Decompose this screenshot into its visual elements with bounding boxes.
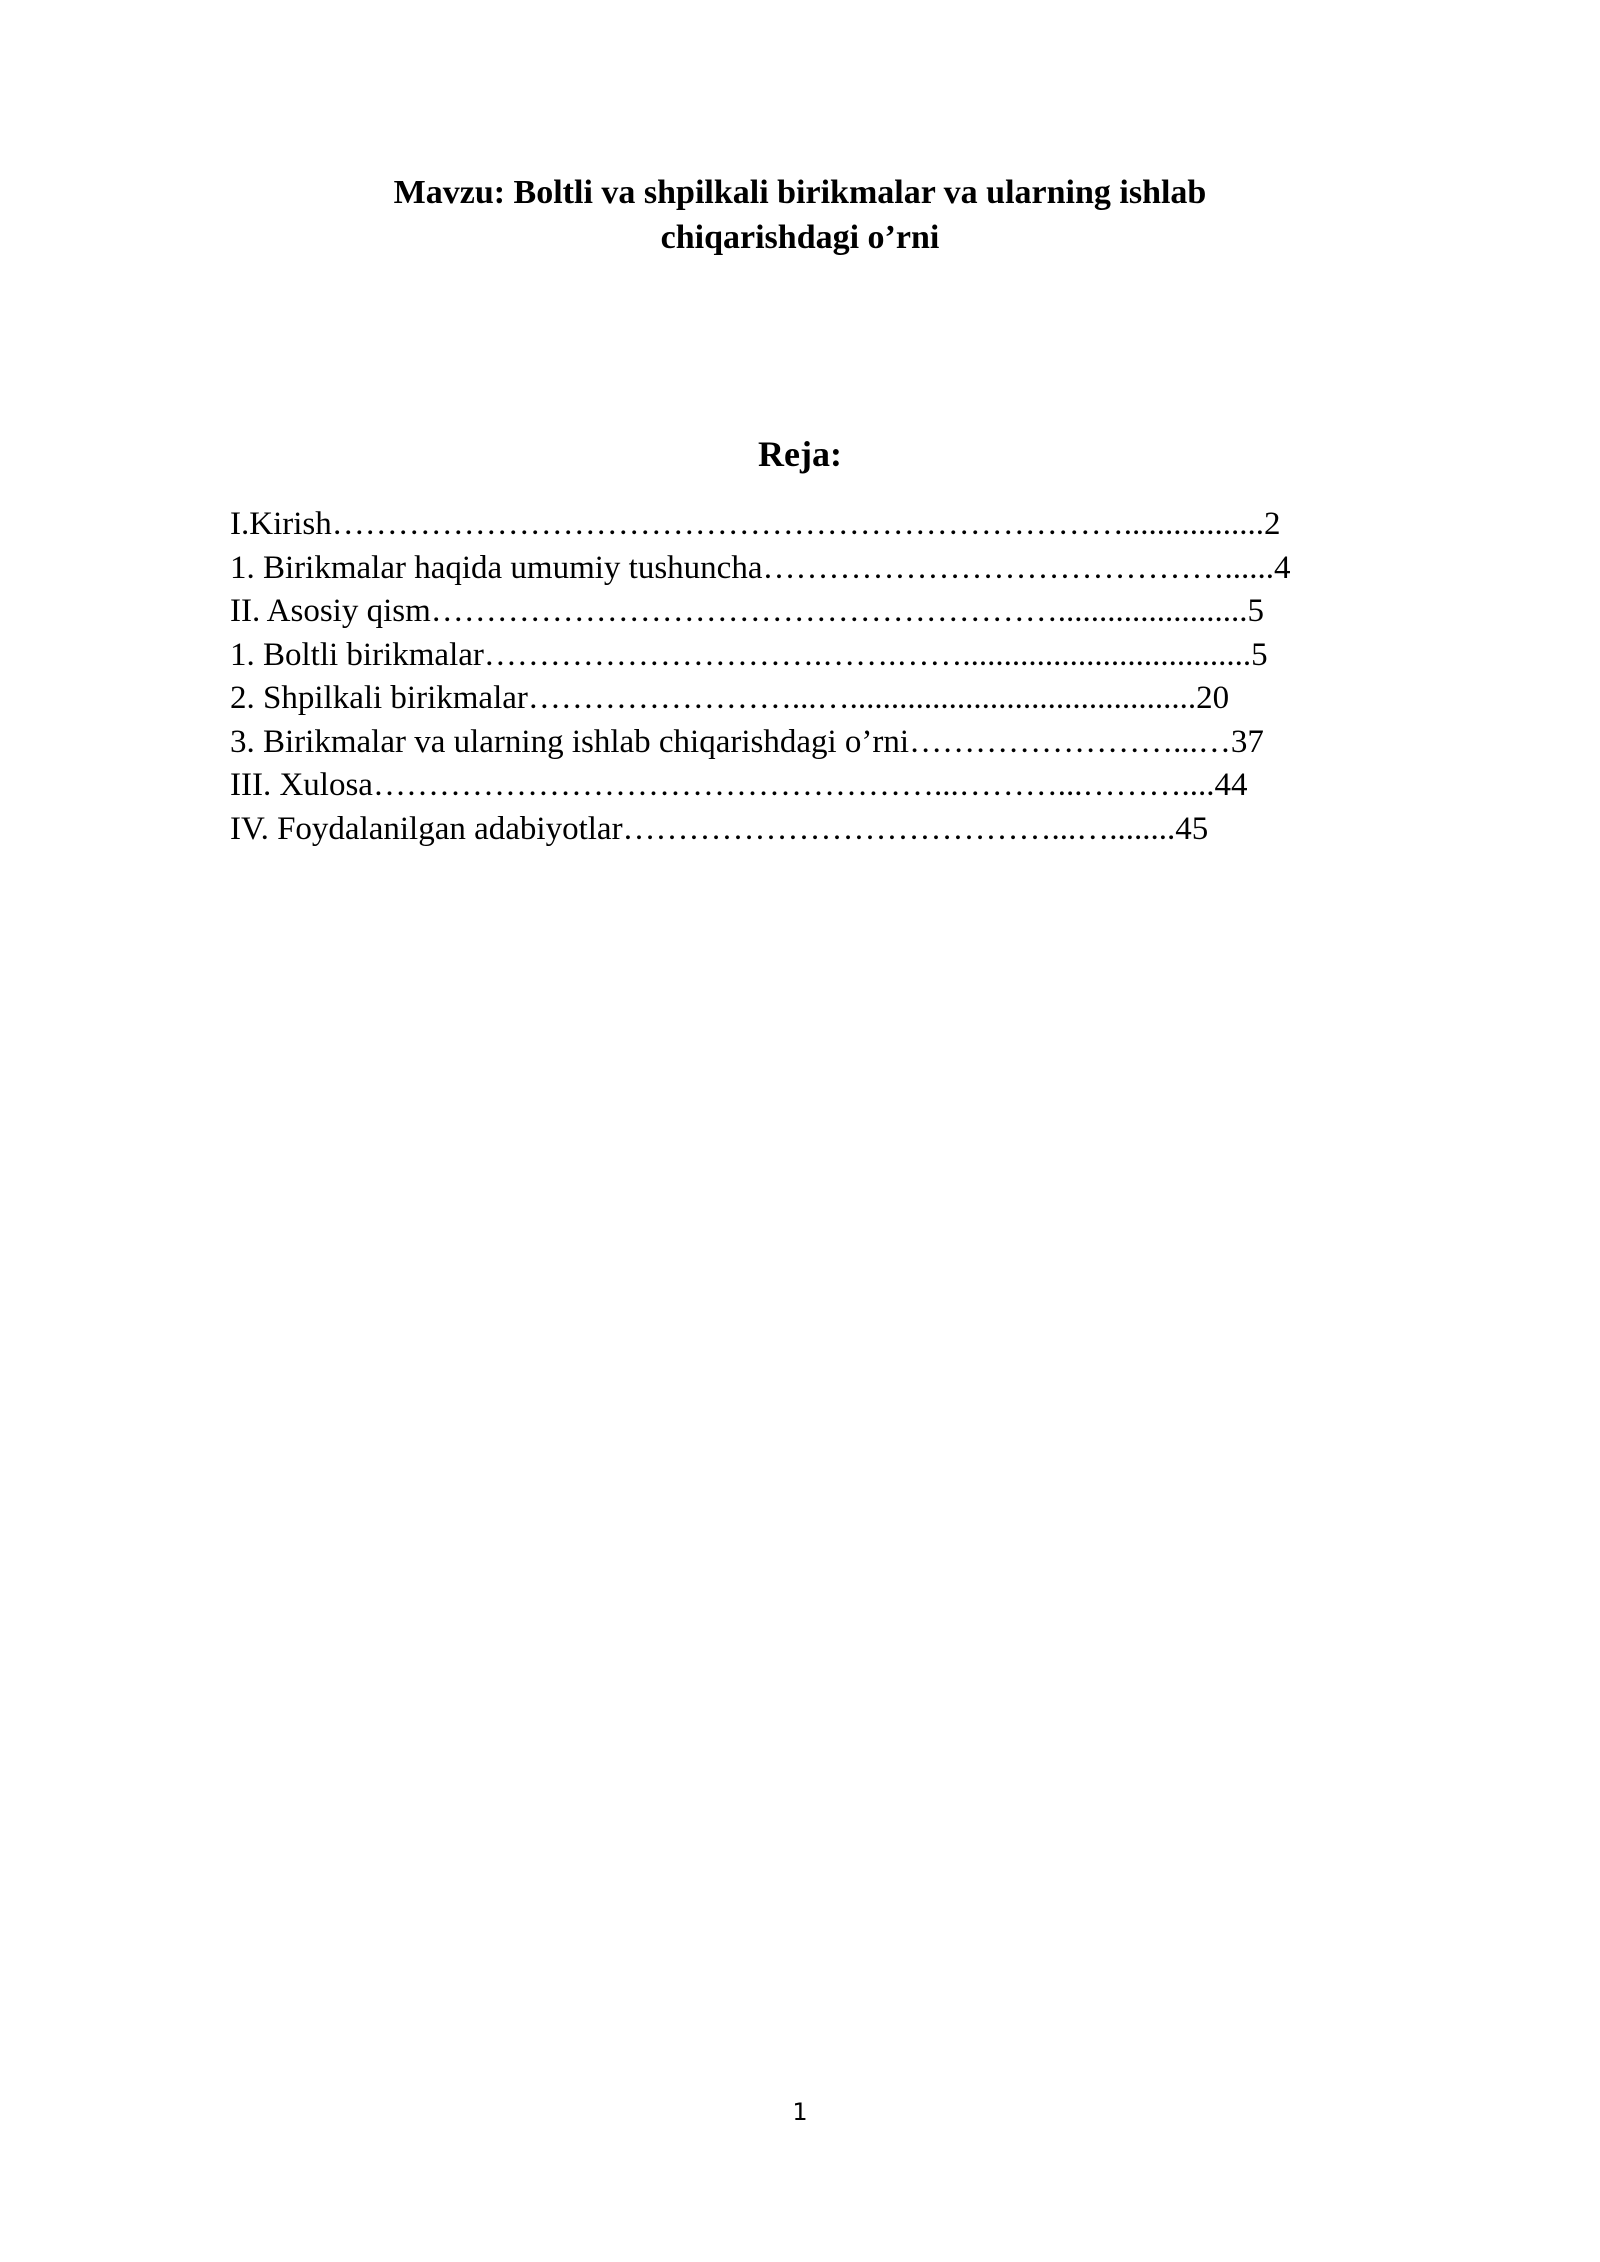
toc-entry-stud-joints: 2. Shpilkali birikmalar……………………...…..........................................20 — [230, 680, 1230, 716]
toc-entry-joints-in-production: 3. Birikmalar va ularning ishlab chiqarishdagi o’rni……………………...…37 — [230, 723, 1264, 760]
toc-entry-introduction: I.Kirish……………………………………………………………….................2 — [230, 506, 1281, 542]
page-number: 1 — [792, 2098, 808, 2126]
toc-entry-general-concept: 1. Birikmalar haqida umumiy tushuncha……………………………………......4 — [230, 549, 1291, 586]
toc-entry-bolted-joints: 1. Boltli birikmalar………………………….…….……...................................5 — [230, 636, 1268, 673]
table-of-contents — [230, 503, 1460, 851]
title-line-2: chiqarishdagi o’rni — [660, 219, 940, 256]
toc-entry-references: IV. Foydalanilgan adabiyotlar…………………………………...…........45 — [230, 810, 1209, 847]
title-line-1: Mavzu: Boltli va shpilkali birikmalar va ularning ishlab — [393, 174, 1207, 211]
plan-heading: Reja: — [758, 434, 842, 474]
document-title — [300, 170, 1300, 260]
toc-entry-conclusion: III. Xulosa……………………………………………...………...………....44 — [230, 767, 1248, 803]
toc-entry-main-part: II. Asosiy qism………………………………………………….......................5 — [230, 593, 1265, 629]
